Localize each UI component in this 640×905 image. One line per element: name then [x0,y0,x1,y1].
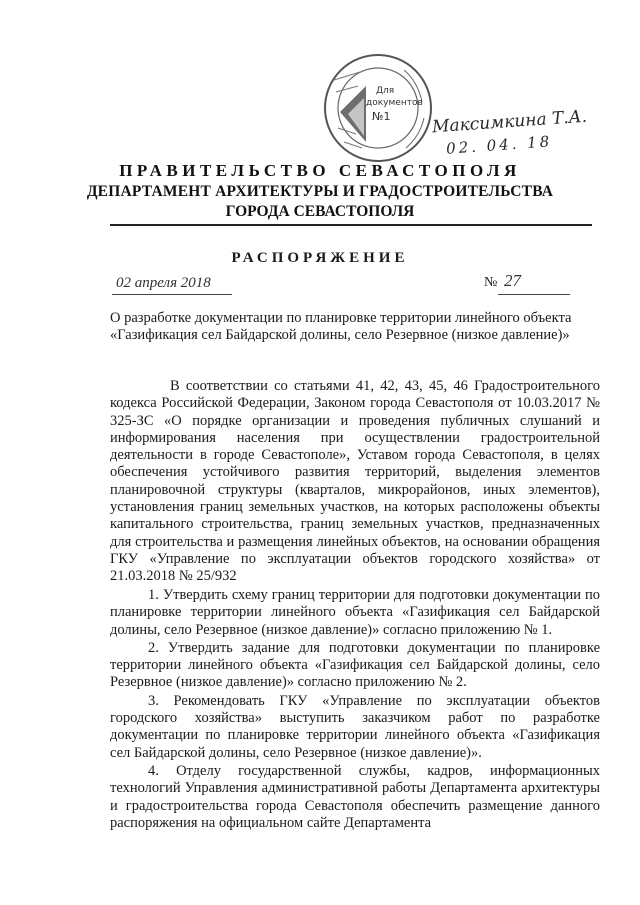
stamp-line-3: №1 [372,110,391,123]
government-title: ПРАВИТЕЛЬСТВО СЕВАСТОПОЛЯ [119,161,521,180]
order-item-3: 3. Рекомендовать ГКУ «Управление по эксплуатации объектов городского хозяйства» выступить заказчиком работ по разработке документации по планировке территории линейного объекта «Газификация сел Байдарской долины, село Резервное (низкое давление)». [110,692,600,761]
date-underline [112,294,232,295]
department-title: ДЕПАРТАМЕНТ АРХИТЕКТУРЫ И ГРАДОСТРОИТЕЛЬСТВА [86,183,554,200]
number-label: № [484,275,498,290]
document-type: РАСПОРЯЖЕНИЕ [231,250,409,266]
document-subject [110,310,600,344]
receipt-signature-date: 02. 04. 18 [445,132,553,158]
order-item-4: 4. Отделу государственной службы, кадров, информационных технологий Управления административной работы Департамента архитектуры и градостроительства города Севастополя обеспечить размещение данного распоряжения на официальном сайте Департамента [110,762,600,831]
order-items [110,587,600,833]
received-stamp [322,52,434,164]
city-title: ГОРОДА СЕВАСТОПОЛЯ [225,203,415,220]
subject-line-2: «Газификация сел Байдарской долины, село Резервное (низкое давление)» [110,327,570,343]
order-item-2: 2. Утвердить задание для подготовки документации по планировке территории линейного объекта «Газификация сел Байдарской долины, село Резервное (низкое давление)» согласно приложению № 2. [110,639,600,691]
header-divider [110,224,592,226]
document-date: 02 апреля 2018 [116,275,211,291]
receipt-signature-name: Максимкина Т.А. [431,106,588,138]
document-number: 27 [504,271,521,290]
stamp-line-2: документов [366,98,423,108]
subject-line-1: О разработке документации по планировке территории линейного объекта [110,310,572,326]
preamble-paragraph: В соответствии со статьями 41, 42, 43, 45, 46 Градостроительного кодекса Российской Федерации, Законом города Севастополя от 10.03.2017 № 325-ЗС «О порядке организации и проведения публичных слушаний и информирования населения при осуществлении градостроительной деятельности в городе Севастополе», Уставом города Севастополя, в целях обеспечения устойчивого развития территорий, выделения элементов планировочной структуры (кварталов, микрорайонов, иных элементов), установления границ земельных участков, на которых расположены объекты капитального строительства, границ земельных участков, предназначенных для строительства и размещения линейных объектов, на основании обращения ГКУ «Управление по эксплуатации объектов городского хозяйства» от 21.03.2018 № 25/932 [110,378,600,585]
number-underline [498,294,570,295]
order-item-1: 1. Утвердить схему границ территории для подготовки документации по планировке территории линейного объекта «Газификация сел Байдарской долины, село Резервное (низкое давление)» согласно приложению № 1. [110,587,600,638]
stamp-line-1: Для [376,86,395,96]
stamp-seal-icon [322,52,434,164]
